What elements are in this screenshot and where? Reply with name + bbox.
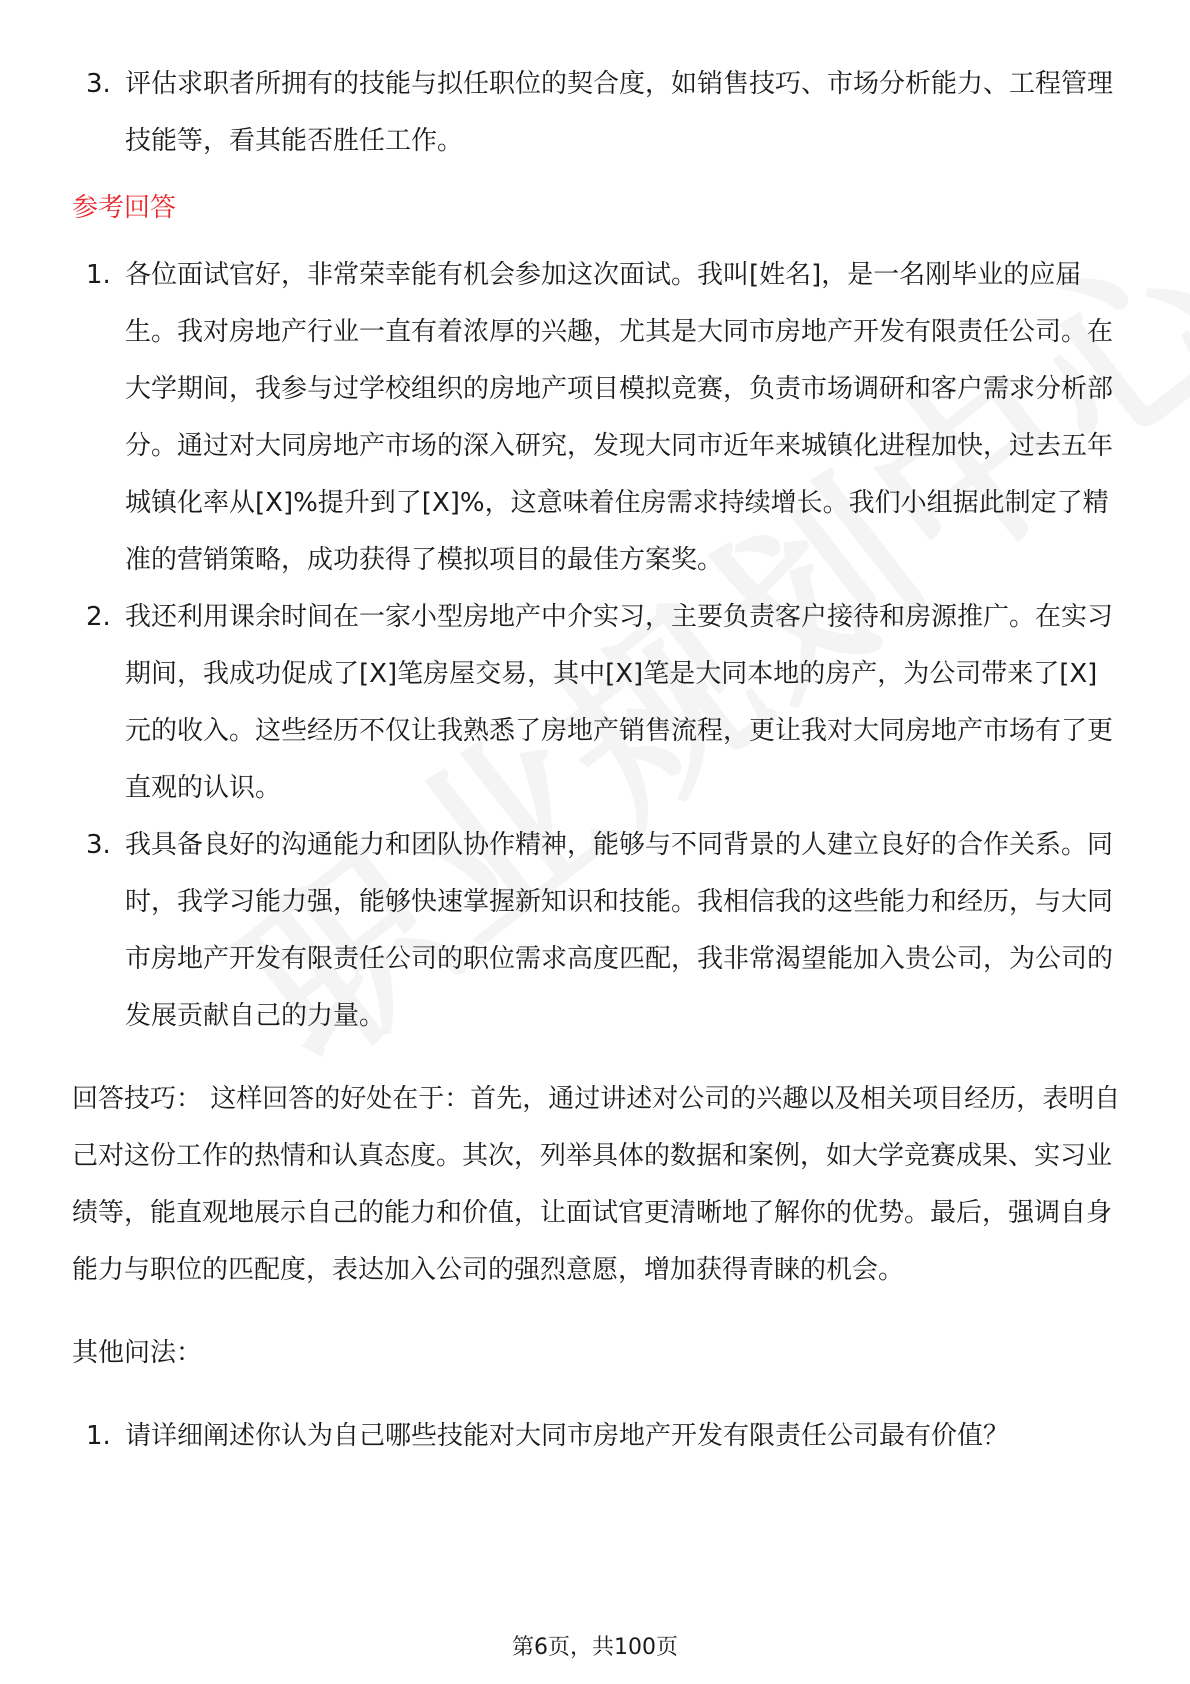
list-item <box>72 817 1122 1045</box>
list-item <box>72 1408 1122 1465</box>
other-questions-title: 其他问法： <box>72 1338 203 1368</box>
list-number: 1. <box>86 260 111 290</box>
answer-list <box>72 247 1122 1045</box>
page-number-footer: 第6页，共100页 <box>512 1635 678 1660</box>
answer-section-title: 参考回答 <box>72 193 177 223</box>
list-item <box>72 56 1122 170</box>
list-item-text: 各位面试官好，非常荣幸能有机会参加这次面试。我叫[姓名]，是一名刚毕业的应届生。我对房地产行业一直有着浓厚的兴趣，尤其是大同市房地产开发有限责任公司。在大学期间，我参与过学校组织的房地产项目模拟竞赛，负责市场调研和客户需求分析部分。通过对大同房地产市场的深入研究，发现大同市近年来城镇化进程加快，过去五年城镇化率从[X]%提升到了[X]%，这意味着住房需求持续增长。我们小组据此制定了精准的营销策略，成功获得了模拟项目的最佳方案奖。 <box>125 260 1114 575</box>
list-number: 1. <box>86 1421 111 1451</box>
answer-tips-paragraph: 回答技巧： 这样回答的好处在于：首先，通过讲述对公司的兴趣以及相关项目经历，表明自己对这份工作的热情和认真态度。其次，列举具体的数据和案例，如大学竞赛成果、实习业绩等，能直观地展示自己的能力和价值，让面试官更清晰地了解你的优势。最后，强调自身能力与职位的匹配度，表达加入公司的强烈意愿，增加获得青睐的机会。 <box>72 1084 1121 1285</box>
list-number: 3. <box>86 69 111 99</box>
list-item <box>72 589 1122 817</box>
page-content <box>72 56 1122 1465</box>
list-item-text: 我具备良好的沟通能力和团队协作精神，能够与不同背景的人建立良好的合作关系。同时，我学习能力强，能够快速掌握新知识和技能。我相信我的这些能力和经历，与大同市房地产开发有限责任公司的职位需求高度匹配，我非常渴望能加入贵公司，为公司的发展贡献自己的力量。 <box>125 830 1114 1031</box>
list-number: 2. <box>86 602 111 632</box>
list-item-text: 请详细阐述你认为自己哪些技能对大同市房地产开发有限责任公司最有价值？ <box>125 1421 1010 1451</box>
intro-list <box>72 56 1122 170</box>
other-questions-list <box>72 1408 1122 1465</box>
list-item-text: 我还利用课余时间在一家小型房地产中介实习，主要负责客户接待和房源推广。在实习期间，我成功促成了[X]笔房屋交易，其中[X]笔是大同本地的房产，为公司带来了[X]元的收入。这些经历不仅让我熟悉了房地产销售流程，更让我对大同房地产市场有了更直观的认识。 <box>125 602 1114 803</box>
list-item-text: 评估求职者所拥有的技能与拟任职位的契合度，如销售技巧、市场分析能力、工程管理技能等，看其能否胜任工作。 <box>125 69 1114 156</box>
list-item <box>72 247 1122 589</box>
list-number: 3. <box>86 830 111 860</box>
